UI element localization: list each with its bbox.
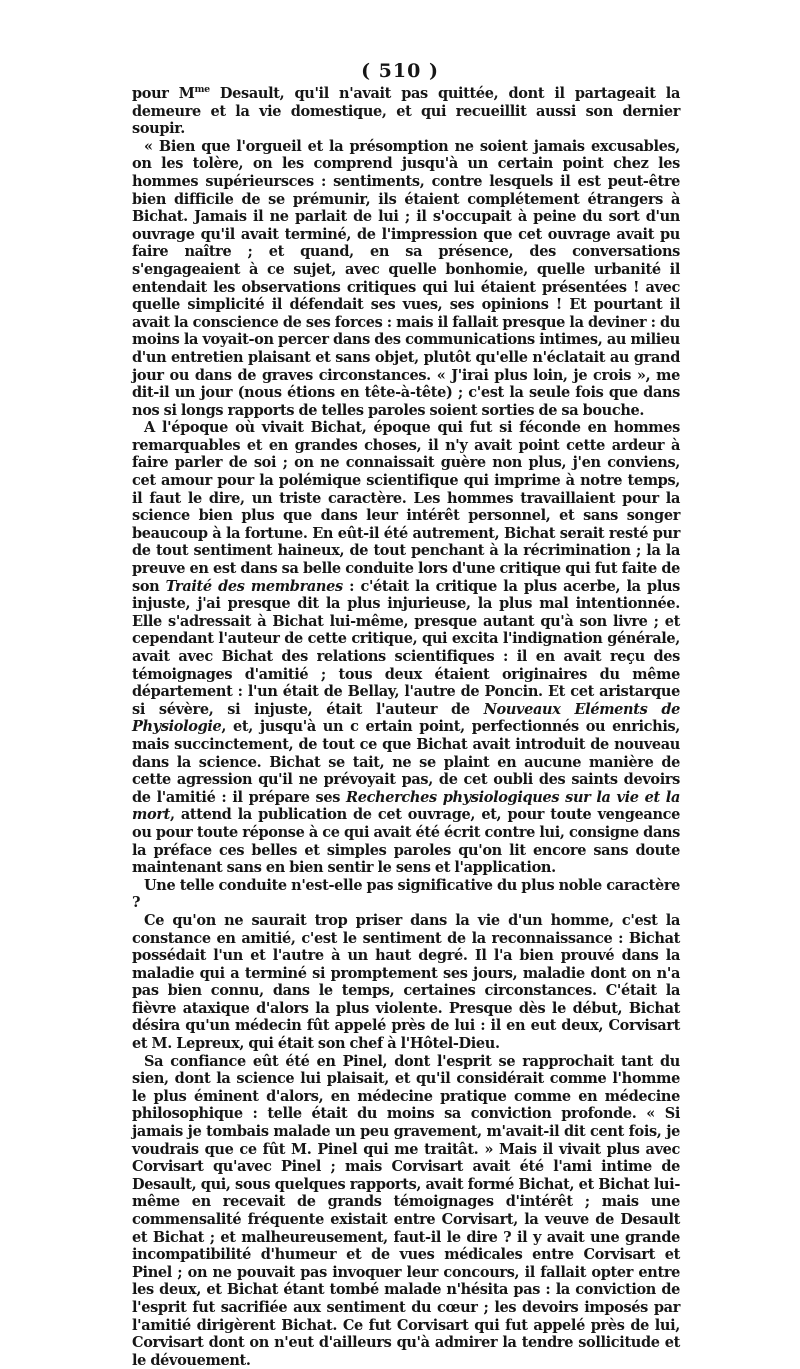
paragraph-1-rest: Desault, qu'il n'avait pas quittée, dont il partageait la demeure et la vie domestique, et qui recueillit aussi son dernier soupir.: [132, 85, 680, 138]
paragraph-3-part-b: : c'était la critique la plus acerbe, la plus injuste, j'ai presque dit la plus injurieuse, la plus mal intentionnée. Elle s'adressait à Bichat lui-même, presque autant qu'à son livre ; et cependant l'auteur de cette critique, qui excita l'indignation générale, avait avec Bichat des relations scientifiques : il en avait reçu des témoignages d'amitié ; tous deux étaient originaires du même département : l'un était de Bellay, l'autre de Poncin. Et cet aristarque si sévère, si injuste, était l'auteur de: [132, 577, 680, 718]
book-title-traite: Traité des membranes: [165, 577, 343, 595]
paragraph-1-start: pour M: [132, 85, 195, 102]
paragraph-3-part-c: , et, jusqu'à un c ertain point, perfectionnés ou enrichis, mais succinctement, de tout ce que Bichat avait introduit de nouveau dans la science. Bichat se tait, ne se plaint en aucune manière de cette agression qu'il ne prévoyait pas, de cet oubli des saints devoirs de l'amitié : il prépare ses: [132, 718, 680, 806]
book-title-recherches: Recherches physiologiques sur la vie et la mort: [132, 788, 680, 824]
book-title-nouveaux-elements: Nouveaux Eléments de Physiologie: [132, 700, 680, 736]
paragraph-5: Ce qu'on ne saurait trop priser dans la vie d'un homme, c'est la constance en amitié, c'est le sentiment de la reconnaissance : Bichat possédait l'un et l'autre à un haut degré. Il l'a bien prouvé dans la maladie qui a terminé si promptement ses jours, maladie dont on n'a pas bien connu, dans le temps, certaines circonstances. C'était la fièvre ataxique d'alors la plus violente. Presque dès le début, Bichat désira qu'un médecin fût appelé près de lui : il en eut deux, Corvisart et M. Lepreux, qui était son chef à l'Hôtel-Dieu.: [132, 911, 680, 1053]
paragraph-3-part-d: , attend la publication de cet ouvrage, et, pour toute vengeance ou pour toute réponse à ce qui avait été écrit contre lui, consigne dans la préface ces belles et simples paroles qu'on lit encore sans doute maintenant sans en bien sentir le sens et l'application.: [132, 806, 680, 877]
paragraph-6: Sa confiance eût été en Pinel, dont l'esprit se rapprochait tant du sien, dont la science lui plaisait, et qu'il considérait comme l'homme le plus éminent d'alors, en médecine pratique comme en médecine philosophique : telle était du moins sa conviction profonde. « Si jamais je tombais malade un peu gravement, m'avait-il dit cent fois, je voudrais que ce fût M. Pinel qui me traitât. » Mais il vivait plus avec Corvisart qu'avec Pinel ; mais Corvisart avait été l'ami intime de Desault, qui, sous quelques rapports, avait formé Bichat, et Bichat lui-même en recevait de grands témoignages d'intérêt ; mais une commensalité fréquente existait entre Corvisart, la veuve de Desault et Bichat ; et malheureusement, faut-il le dire ? il y avait une grande incompatibilité d'humeur et de vues médicales entre Corvisart et Pinel ; on ne pouvait pas invoquer leur concours, il fallait opter entre les deux, et Bichat étant tombé malade n'hésita pas : la conviction de l'esprit fut sacrifiée aux sentiment du cœur ; les devoirs imposés par l'amitié dirigèrent Bichat. Ce fut Corvisart qui fut appelé près de lui, Corvisart dont on n'eut d'ailleurs qu'à admirer la tendre sollicitude et le dévouement.: [132, 1052, 680, 1369]
abbrev-superscript: me: [194, 84, 210, 96]
paragraph-4: Une telle conduite n'est-elle pas significative du plus noble caractère ?: [132, 876, 680, 912]
paragraph-2: « Bien que l'orgueil et la présomption ne soient jamais excusables, on les tolère, on les comprend jusqu'à un certain point chez les hommes supérieursces : sentiments, contre lesquels il est peut-être bien difficile de se prémunir, ils étaient complétement étrangers à Bichat. Jamais il ne parlait de lui ; il s'occupait à peine du sort d'un ouvrage qu'il avait terminé, de l'impression que cet ouvrage avait pu faire naître ; et quand, en sa présence, des conversations s'engageaient à ce sujet, avec quelle bonhomie, quelle urbanité il entendait les observations critiques qui lui étaient présentées ! avec quelle simplicité il défendait ses vues, ses opinions ! Et pourtant il avait la conscience de ses forces : mais il fallait presque la deviner : du moins la voyait-on percer dans des communications intimes, au milieu d'un entretien plaisant et sans objet, plutôt qu'elle n'éclatait au grand jour ou dans de graves circonstances. « J'irai plus loin, je crois », me dit-il un jour (nous étions en tête-à-tête) ; c'est la seule fois que dans nos si longs rapports de telles paroles soient sorties de sa bouche.: [132, 137, 680, 419]
paragraph-3: [132, 419, 680, 876]
paragraph-1: [132, 85, 680, 138]
body-text: [132, 85, 680, 1369]
paragraph-3-part-a: A l'époque où vivait Bichat, époque qui fut si féconde en hommes remarquables et en grandes choses, il n'y avait point cette ardeur à faire parler de soi ; on ne connaissait guère non plus, j'en conviens, cet amour pour la polémique scientifique qui imprime à notre temps, il faut le dire, un triste caractère. Les hommes travaillaient pour la science bien plus que dans leur intérêt personnel, et sans songer beaucoup à la fortune. En eût-il été autrement, Bichat serait resté pur de tout sentiment haineux, de tout penchant à la récrimination ; la la preuve en est dans sa belle conduite lors d'une critique qui fut faite de son: [132, 419, 680, 595]
page-number: ( 510 ): [361, 60, 439, 82]
